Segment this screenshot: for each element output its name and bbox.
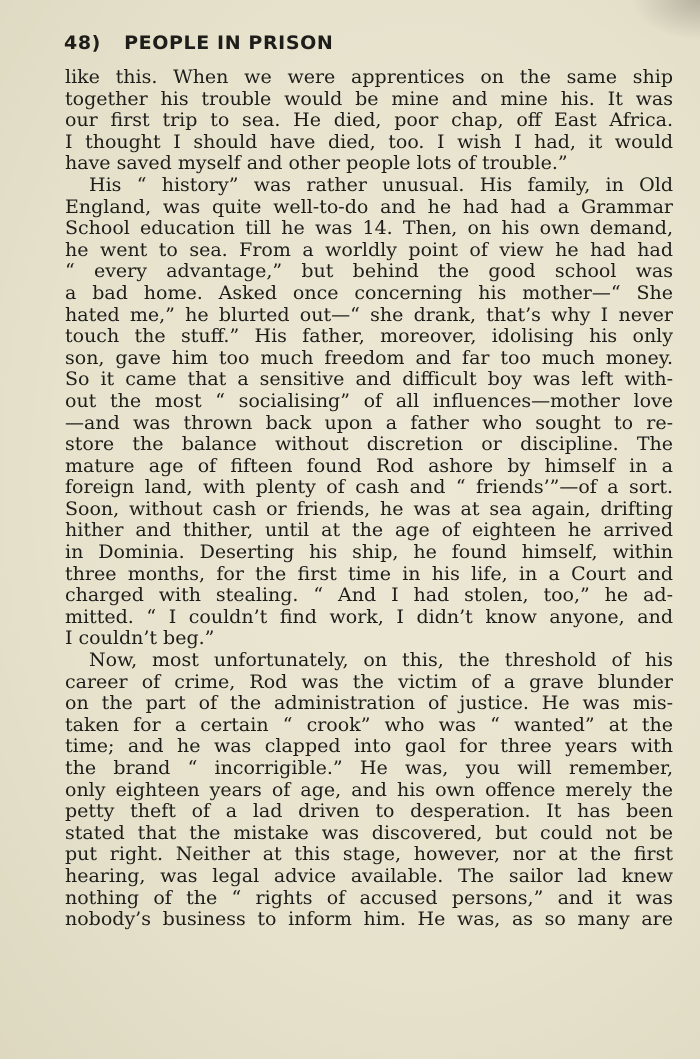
text-line: foreign land, with plenty of cash and “ friends’”—of a sort.: [65, 476, 673, 499]
text-line: hither and thither, until at the age of eighteen he arrived: [65, 519, 673, 542]
text-line: I couldn’t beg.”: [65, 627, 215, 650]
text-line: mature age of fifteen found Rod ashore by himself in a: [65, 454, 673, 477]
text-line: in Dominia. Deserting his ship, he found himself, within: [65, 541, 673, 564]
text-line: the brand “ incorrigible.” He was, you will remember,: [65, 757, 673, 779]
text-line: he went to sea. From a worldly point of view he had had: [65, 238, 673, 261]
text-line: nothing of the “ rights of accused persons,” and it was: [65, 886, 673, 909]
text-line: taken for a certain “ crook” who was “ wanted” at the: [65, 713, 673, 736]
text-line: son, gave him too much freedom and far too much money.: [65, 346, 673, 369]
text-line: together his trouble would be mine and mine his. It was: [65, 87, 673, 110]
text-line: have saved myself and other people lots of trouble.”: [65, 152, 568, 175]
text-line: “ every advantage,” but behind the good school was: [65, 260, 673, 283]
text-line: —and was thrown back upon a father who sought to re-: [65, 411, 673, 434]
text-line: His “ history” was rather unusual. His family, in Old: [89, 173, 673, 196]
book-title: PEOPLE IN PRISON: [124, 32, 334, 54]
text-line: a bad home. Asked once concerning his mother—“ She: [65, 281, 673, 304]
text-line: So it came that a sensitive and difficult boy was left with-: [65, 368, 673, 391]
text-line: time; and he was clapped into gaol for three years with: [65, 735, 673, 758]
text-line: three months, for the first time in his life, in a Court and: [65, 562, 673, 585]
text-line: hearing, was legal advice available. The sailor lad knew: [65, 864, 673, 887]
body-text: [65, 67, 673, 931]
text-line: like this. When we were apprentices on the same ship: [65, 66, 673, 88]
text-line: I thought I should have died, too. I wish I had, it would: [65, 130, 673, 153]
text-line: career of crime, Rod was the victim of a grave blunder: [65, 670, 673, 693]
text-line: School education till he was 14. Then, on his own demand,: [65, 217, 673, 240]
running-head: [64, 32, 333, 56]
text-line: petty theft of a lad driven to desperation. It has been: [65, 800, 673, 823]
text-line: put right. Neither at this stage, however, nor at the first: [65, 843, 673, 866]
text-line: Now, most unfortunately, on this, the threshold of his: [89, 649, 673, 672]
text-line: on the part of the administration of justice. He was mis-: [65, 692, 673, 715]
page-number: 48): [64, 32, 101, 54]
text-line: England, was quite well-to-do and he had had a Grammar: [65, 195, 673, 218]
text-line: stated that the mistake was discovered, but could not be: [65, 821, 673, 844]
text-line: hated me,” he blurted out—“ she drank, that’s why I never: [65, 303, 673, 326]
text-line: our first trip to sea. He died, poor chap, off East Africa.: [65, 109, 673, 132]
text-line: store the balance without discretion or discipline. The: [65, 433, 673, 456]
text-line: nobody’s business to inform him. He was, as so many are: [65, 908, 673, 931]
text-line: only eighteen years of age, and his own offence merely the: [65, 778, 673, 801]
text-line: charged with stealing. “ And I had stolen, too,” he ad-: [65, 584, 673, 607]
text-line: Soon, without cash or friends, he was at sea again, drifting: [65, 497, 673, 520]
text-line: mitted. “ I couldn’t find work, I didn’t know anyone, and: [65, 605, 673, 628]
text-line: out the most “ socialising” of all influences—mother love: [65, 389, 673, 412]
text-line: touch the stuff.” His father, moreover, idolising his only: [65, 325, 673, 348]
page-corner-shadow: [630, 0, 700, 40]
